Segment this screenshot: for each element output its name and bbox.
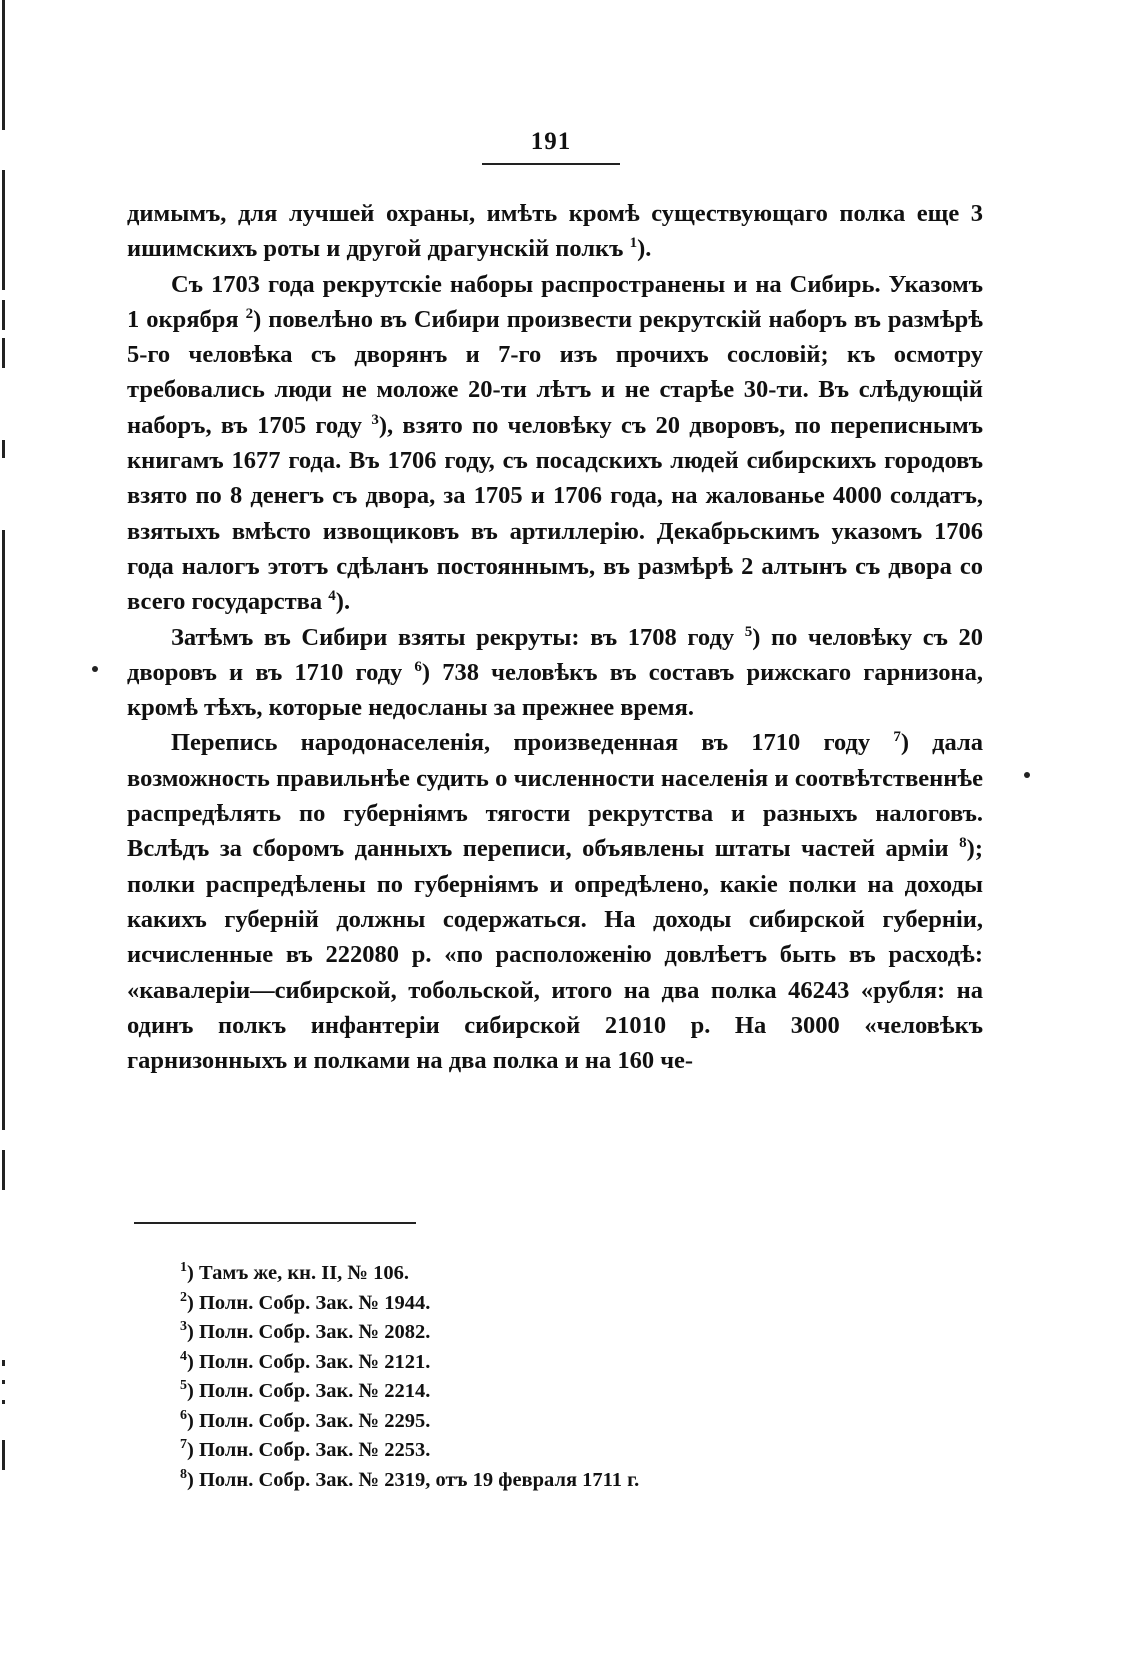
scan-edge-artifact <box>0 0 6 1663</box>
footnote-text: ) Тамъ же, кн. II, № 106. <box>187 1262 410 1284</box>
stray-dot-right <box>1024 772 1030 778</box>
footnote: 3) Полн. Собр. Зак. № 2082. <box>180 1319 431 1343</box>
footnote-reference: 3 <box>371 411 379 428</box>
paragraph <box>127 620 983 726</box>
footnote-text: ) Полн. Собр. Зак. № 2253. <box>187 1439 431 1461</box>
footnotes <box>180 1259 920 1495</box>
paragraph-text: Затѣмъ въ Сибири взяты рекруты: въ 1708 году <box>171 623 745 651</box>
paragraph <box>127 267 983 620</box>
footnote-reference: 7 <box>893 729 901 746</box>
paragraph <box>127 725 983 1078</box>
paragraph-text: ) повелѣно въ Сибири произвести рекрутскій наборъ въ размѣрѣ 5-го человѣка съ дворянъ и 7-го изъ прочихъ сословій; къ осмотру требовались люди не моложе 20-ти лѣтъ и не старѣе 30-ти. Въ слѣдующій наборъ, въ 1705 году <box>127 305 983 439</box>
paragraph-text: Съ 1703 года рекрутскіе наборы распространены и на Сибирь. Указомъ 1 окрября <box>127 270 983 333</box>
paragraph-text: ). <box>637 235 652 263</box>
paragraph-text: Перепись народонаселенія, произведенная въ 1710 году <box>171 729 894 757</box>
page-number: 191 <box>530 128 572 155</box>
paragraph <box>127 196 983 267</box>
footnote-text: ) Полн. Собр. Зак. № 2295. <box>187 1409 431 1432</box>
page-number-rule <box>482 163 620 165</box>
footnote: 7) Полн. Собр. Зак. № 2253. <box>180 1437 431 1461</box>
footnote: 4) Полн. Собр. Зак. № 2121. <box>180 1348 431 1373</box>
footnote-reference: 6 <box>414 658 422 675</box>
footnote-reference: 1 <box>629 235 638 252</box>
paragraph-text: ). <box>335 588 351 616</box>
footnote: 1) Тамъ же, кн. II, № 106. <box>180 1260 410 1284</box>
footnote-text: ) Полн. Собр. Зак. № 2319, отъ 19 февраля 1711 г. <box>187 1468 640 1491</box>
paragraph-text: ) дала возможность правильнѣе судить о численности населенія и соотвѣтственнѣе распредѣлять по губерніямъ тягости рекрутства и разныхъ налоговъ. Вслѣдъ за сборомъ данныхъ переписи, объявлены штаты частей арміи <box>127 729 984 863</box>
paragraph-text: ); полки распредѣлены по губерніямъ и опредѣлено, какіе полки на доходы какихъ губерній должны содержаться. На доходы сибирской губерніи, исчисленные въ 222080 р. «по расположенію довлѣетъ быть въ расходѣ: «кавалеріи—сибирской, тобольской, итого на два полка 46243 «рубля: на одинъ полкъ инфантеріи сибирской 21010 р. На 3000 «человѣкъ гарнизонныхъ и полками на два полка и на 160 че- <box>127 835 983 1075</box>
footnote-text: ) Полн. Собр. Зак. № 2214. <box>187 1380 431 1402</box>
paragraph-text: ), взято по человѣку съ 20 дворовъ, по переписнымъ книгамъ 1677 года. Въ 1706 году, съ посадскихъ людей сибирскихъ городовъ взято по 8 денегъ съ двора, за 1705 и 1706 года, на жалованье 4000 солдатъ, взятыхъ вмѣсто извощиковъ въ артиллерію. Декабрьскимъ указомъ 1706 года налогъ этотъ сдѣланъ постояннымъ, въ размѣрѣ 2 алтынъ съ двора со всего государства <box>127 411 984 616</box>
footnote: 6) Полн. Собр. Зак. № 2295. <box>180 1407 431 1432</box>
footnote-text: ) Полн. Собр. Зак. № 2121. <box>187 1350 431 1373</box>
paragraph-text: ) по человѣку съ 20 дворовъ и въ 1710 году <box>127 623 983 686</box>
footnote-reference: 8 <box>959 835 967 852</box>
footnote-text: ) Полн. Собр. Зак. № 1944. <box>187 1291 431 1314</box>
footnote-text: ) Полн. Собр. Зак. № 2082. <box>187 1321 431 1343</box>
footnote: 2) Полн. Собр. Зак. № 1944. <box>180 1289 431 1314</box>
footnote-reference: 2 <box>245 305 254 322</box>
stray-dot-left <box>92 666 98 672</box>
paragraph-text: димымъ, для лучшей охраны, имѣть кромѣ существующаго полка еще 3 ишимскихъ роты и другой драгунскій полкъ <box>127 200 983 263</box>
footnote-reference: 5 <box>744 623 753 640</box>
body-text <box>127 196 983 1078</box>
footnote: 5) Полн. Собр. Зак. № 2214. <box>180 1378 431 1402</box>
footnote-reference: 4 <box>328 588 336 605</box>
footnote-rule <box>134 1222 416 1224</box>
paragraph-text: ) 738 человѣкъ въ составъ рижскаго гарнизона, кромѣ тѣхъ, которые недосланы за прежнее время. <box>127 658 983 722</box>
footnote: 8) Полн. Собр. Зак. № 2319, отъ 19 февраля 1711 г. <box>180 1466 640 1491</box>
